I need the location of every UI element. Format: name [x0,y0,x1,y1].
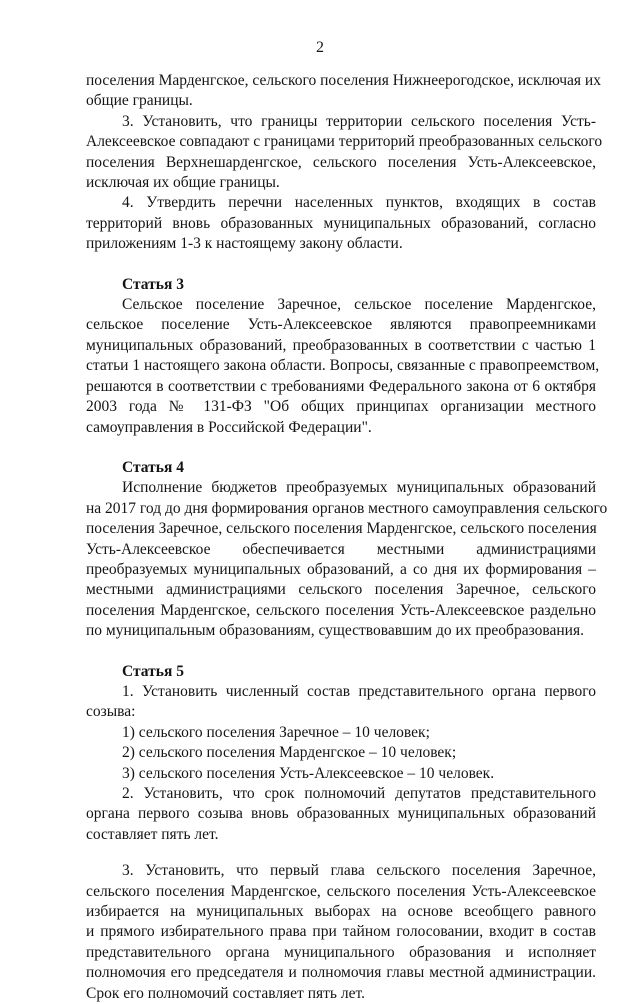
text-line: поселения Марденгское, сельского поселения Усть-Алексеевское раздельно [86,601,596,619]
text-line: 1. Установить численный состав представительного органа первого [122,682,596,700]
text-line: составляет пять лет. [86,825,219,843]
text-line: поселения Заречное, сельского поселения Марденгское, сельского поселения [86,520,597,538]
article-5-point-2 [86,784,596,845]
text-line: избирается на муниципальных выборах на основе всеобщего равного [86,903,596,921]
page-number: 2 [316,39,324,56]
article-5-heading: Статья 5 [122,662,184,680]
text-line: приложениям 1-3 к настоящему закону области. [86,235,403,253]
text-line: самоуправления в Российской Федерации". [86,418,372,436]
text-line: сельское поселение Усть-Алексеевское являются правопреемниками [86,316,596,334]
article-4-heading: Статья 4 [122,458,184,476]
text-line: муниципальных образований, преобразованных в соответствии с частью 1 [86,336,596,354]
text-line: сельского поселения Марденгское, сельского поселения Усть-Алексеевское [86,882,596,900]
text-line: 2. Установить, что срок полномочий депутатов представительного [122,785,596,802]
text-line: созыва: [86,703,136,721]
paragraph-ust-alekseevskoe-boundaries [86,112,603,194]
spacer [86,845,596,861]
text-line: исключая их общие границы. [86,174,280,192]
text-line: Алексеевское совпадают с границами территорий преобразованных сельского [86,133,603,151]
list-item: 3) сельского поселения Усть-Алексеевское – 10 человек. [122,764,495,782]
text-line: Срок его полномочий составляет пять лет. [86,984,365,1002]
paragraph-settlement-lists [86,193,596,254]
list-item: 1) сельского поселения Заречное – 10 человек; [122,723,430,741]
text-line: 3. Установить, что границы территории сельского поселения Усть- [122,112,596,130]
spacer [86,438,596,458]
text-line: статьи 1 настоящего закона области. Вопросы, связанные с правопреемством, [86,357,600,375]
text-line: общие границы. [86,92,193,110]
text-line: по муниципальным образованиям, существовавшим до их преобразования. [86,622,584,640]
list-item: 2) сельского поселения Марденгское – 10 человек; [122,744,457,762]
text-line: Сельское поселение Заречное, сельское поселение Марденгское, [122,296,596,314]
paragraph-boundaries-continuation [86,71,601,112]
document-body [86,71,608,1004]
text-line: местными администрациями сельского поселения Заречное, сельского [86,581,596,599]
article-3-text [86,295,600,438]
text-line: решаются в соответствии с требованиями Федерального закона от 6 октября [86,377,596,395]
text-line: поселения Марденгское, сельского поселения Нижнеерогодское, исключая их [86,72,601,89]
text-line: органа первого созыва вновь образованных муниципальных образований [86,805,596,823]
article-4-text [86,478,608,641]
text-line: 3. Установить, что первый глава сельского поселения Заречное, [122,862,596,880]
spacer [86,255,596,275]
text-line: территорий вновь образованных муниципальных образований, согласно [86,214,596,232]
article-5-point-3 [86,861,596,1004]
text-line: и прямого избирательного права при тайном голосовании, входит в состав [86,923,596,941]
text-line: на 2017 год до дня формирования органов местного самоуправления сельского [86,499,608,517]
article-3-heading: Статья 3 [122,275,184,293]
text-line: 4. Утвердить перечни населенных пунктов, входящих в состав [122,194,596,212]
text-line: полномочия его председателя и полномочия главы местной администрации. [86,964,596,982]
text-line: представительного органа муниципального образования и исполняет [86,943,596,961]
text-line: поселения Верхнешарденгское, сельского поселения Усть-Алексеевское, [86,153,596,171]
article-5-list [86,723,596,784]
text-line: Исполнение бюджетов преобразуемых муниципальных образований [122,479,596,497]
article-5-point-1 [86,682,596,723]
text-line: Усть-Алексеевское обеспечивается местными администрациями [86,540,596,558]
spacer [86,642,596,662]
text-line: 2003 года № 131-ФЗ "Об общих принципах организации местного [86,398,596,416]
text-line: преобразуемых муниципальных образований, а со дня их формирования – [86,560,596,578]
